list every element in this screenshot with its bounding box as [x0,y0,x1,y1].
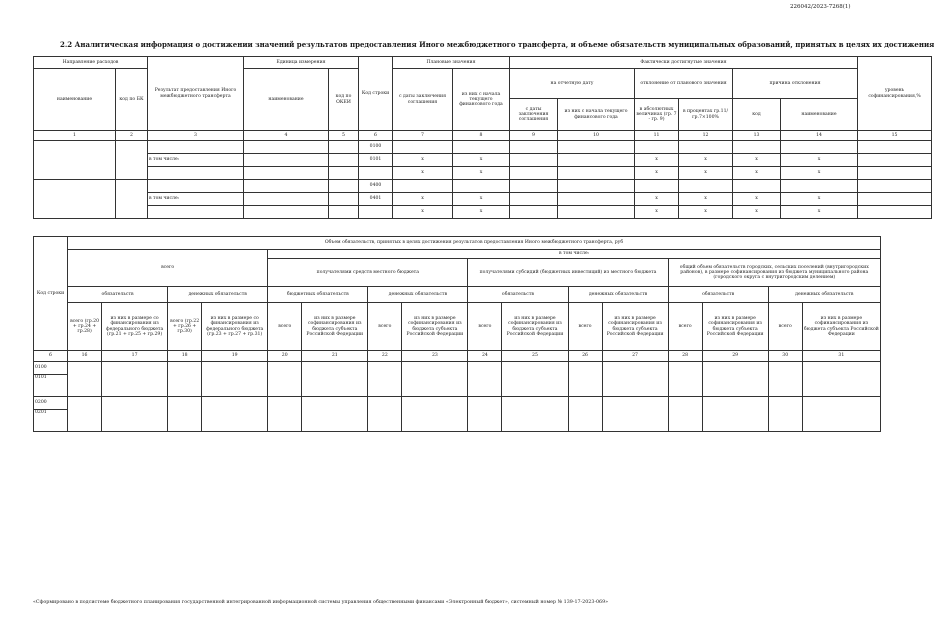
header-total-20: всего (гр.20 + гр.24 + гр.28) [68,303,102,351]
header-all: всего [768,303,802,351]
col-number: 23 [402,351,468,362]
row-code: 0101 [359,154,393,167]
header-unit: Единица измерения [244,57,359,69]
col-number: 10 [558,131,635,141]
cell [733,141,781,154]
cell [602,397,668,432]
cell [510,180,558,193]
cell [510,154,558,167]
cell [368,362,402,397]
cell [329,141,359,154]
header-cofin: из них в размере софинансирования из бюджета субъекта Российской Федерации [802,303,880,351]
row-code: 0100 [34,362,68,375]
header-code: Код строки [359,57,393,131]
header-including: в том числе: [268,250,881,259]
cell [702,397,768,432]
col-number: 21 [302,351,368,362]
col-number: 27 [602,351,668,362]
col-number: 3 [148,131,244,141]
cell [558,154,635,167]
cell [502,397,568,432]
cell [244,141,329,154]
cell [768,397,802,432]
header-all: всего [268,303,302,351]
header-monetary: денежных обязательств [568,287,668,303]
x-mark: x [393,193,453,206]
col-number: 16 [68,351,102,362]
header-fed-23: из них в размере со финансирования из федерального бюджета (гр.23 + гр.27 + гр.31) [202,303,268,351]
cell [34,141,116,180]
table-row [34,362,881,375]
x-mark: x [393,206,453,219]
row-code: 0400 [359,180,393,193]
cell [468,397,502,432]
cell [148,167,244,180]
header-all: всего [568,303,602,351]
cell [510,167,558,180]
header-directions: Направление расходов [34,57,148,69]
x-mark: x [679,167,733,180]
header-level: уровень софинансирования,% [858,57,932,131]
header-all: всего [668,303,702,351]
cell [244,193,329,206]
col-number: 6 [34,351,68,362]
cell [68,362,102,397]
cell [244,180,329,193]
col-number: 14 [781,131,858,141]
cell [858,180,932,193]
cell [558,167,635,180]
cell [102,397,168,432]
col-number: 12 [679,131,733,141]
cell [858,154,932,167]
cell [268,362,302,397]
cell [635,141,679,154]
results-table [33,56,932,219]
x-mark: x [635,193,679,206]
cell [858,141,932,154]
cell [558,206,635,219]
header-monetary: денежных обязательств [368,287,468,303]
cell [268,397,302,432]
col-number: 22 [368,351,402,362]
table-row [34,167,932,180]
cell [668,362,702,397]
header-obligations: обязательств [468,287,568,303]
cell [558,180,635,193]
x-mark: x [453,206,510,219]
col-number: 8 [453,131,510,141]
x-mark: x [393,167,453,180]
x-mark: x [679,193,733,206]
x-mark: x [453,193,510,206]
cell [802,397,880,432]
header-on-date: на отчетную дату [510,69,635,99]
cell [329,206,359,219]
table-row [34,193,932,206]
cell [244,206,329,219]
header-abs: в абсолютных величинах (гр. 7 - гр. 9) [635,99,679,131]
cell [168,362,202,397]
cell [702,362,768,397]
table-row [34,180,932,193]
table-row [34,141,932,154]
header-unit-name: наименование [244,69,329,131]
col-number: 1 [34,131,116,141]
col-number: 9 [510,131,558,141]
col-number: 19 [202,351,268,362]
cell [668,397,702,432]
header-cofin: из них в размере софинансирования из бюджета субъекта Российской Федерации [402,303,468,351]
x-mark: x [781,193,858,206]
cell [393,141,453,154]
col-number: 13 [733,131,781,141]
cell [202,397,268,432]
cell [368,397,402,432]
header-budget-obligations: бюджетных обязательств [268,287,368,303]
cell [510,141,558,154]
header-okei: код по ОКЕИ [329,69,359,131]
cell [468,362,502,397]
header-total-22: всего (гр.22 + гр.26 + гр.30) [168,303,202,351]
cell [802,362,880,397]
header-cofin: из них в размере софинансирования из бюджета субъекта Российской Федерации [502,303,568,351]
including-label: в том числе: [148,193,244,206]
col-number: 5 [329,131,359,141]
col-number-row [34,351,881,362]
header-from-year-start: из них с начала текущего финансового года [453,69,510,131]
header-since-agreement: с даты заключения соглашения [510,99,558,131]
cell [733,180,781,193]
cell [102,362,168,397]
row-code: 0200 [34,397,68,410]
x-mark: x [393,154,453,167]
col-number: 30 [768,351,802,362]
header-pct: в процентах гр.11/гр.7×100% [679,99,733,131]
cell [781,141,858,154]
header-local: получателями средств местного бюджета [268,259,468,287]
cell [329,180,359,193]
cell [558,193,635,206]
x-mark: x [733,193,781,206]
x-mark: x [679,206,733,219]
cell [510,193,558,206]
cell [329,154,359,167]
x-mark: x [733,167,781,180]
col-number: 2 [116,131,148,141]
cell [402,362,468,397]
header-all: всего [368,303,402,351]
header-cofin: из них в размере софинансирования из бюджета субъекта Российской Федерации [302,303,368,351]
header-monetary: денежных обязательств [768,287,880,303]
header-since-year: из них с начала текущего финансового года [558,99,635,131]
cell [768,362,802,397]
header-reason-name: наименование [781,99,858,131]
col-number: 17 [102,351,168,362]
cell [168,397,202,432]
col-number: 26 [568,351,602,362]
row-code: 0201 [34,410,68,432]
header-volume: Объем обязательств, принятых в целях достижения результатов предоставления Иного межбюджетного трансферта, руб [68,237,881,250]
cell [393,180,453,193]
cell [359,167,393,180]
header-obligations: обязательств [668,287,768,303]
obligations-table [33,236,881,432]
x-mark: x [781,167,858,180]
col-number: 29 [702,351,768,362]
cell [329,167,359,180]
header-total: всего [68,250,268,287]
cell [602,362,668,397]
cell [679,141,733,154]
cell [148,141,244,154]
row-code: 0101 [34,375,68,397]
cell [568,397,602,432]
cell [329,193,359,206]
cell [858,206,932,219]
cell [679,180,733,193]
header-cofin: из них в размере софинансирования из бюджета субъекта Российской Федерации [702,303,768,351]
cell [402,397,468,432]
cell [858,167,932,180]
header-reason: причина отклонения [733,69,858,99]
row-code: 0100 [359,141,393,154]
cell [116,180,148,219]
cell [781,180,858,193]
cell [302,362,368,397]
header-name: наименование [34,69,116,131]
header-planned: Плановые значения [393,57,510,69]
header-fed-21: из них в размере со финансирования из федерального бюджета (гр.21 + гр.25 + гр.29) [102,303,168,351]
col-number: 18 [168,351,202,362]
cell [453,180,510,193]
cell [202,362,268,397]
col-number: 31 [802,351,880,362]
col-number: 28 [668,351,702,362]
cell [244,167,329,180]
table-row [34,397,881,410]
footer-note: «Сформировано в подсистеме бюджетного планирования государственной интегрированной информационной системы управления общественными финансами «Электронный бюджет», системный номер № 139-17-2023-069» [33,600,609,605]
cell [568,362,602,397]
x-mark: x [453,154,510,167]
x-mark: x [733,206,781,219]
header-general: общий объем обязательств городских, сельских поселений (внутригородских районов), в размере софинансирования из бюджета муниципального района (городского округа с внутригородским делением) [668,259,880,287]
header-obligations: обязательств [68,287,168,303]
col-number: 15 [858,131,932,141]
document-number: 226042/2023-7268(1) [790,4,851,10]
header-code: Код строки [34,237,68,351]
header-monetary: денежных обязательств [168,287,268,303]
header-from-agreement: с даты заключения соглашения [393,69,453,131]
cell [502,362,568,397]
x-mark: x [635,167,679,180]
col-number: 7 [393,131,453,141]
header-deviation: отклонение от планового значения [635,69,733,99]
cell [34,180,116,219]
header-reason-code: код [733,99,781,131]
col-number: 24 [468,351,502,362]
cell [453,141,510,154]
header-actual: Фактически достигнутые значения [510,57,858,69]
cell [558,141,635,154]
cell [858,193,932,206]
cell [148,206,244,219]
col-number: 11 [635,131,679,141]
header-result: Результат предоставления Иного межбюджетного трансферта [148,57,244,131]
col-number: 4 [244,131,329,141]
x-mark: x [679,154,733,167]
section-title: 2.2 Аналитическая информация о достижении значений результатов предоставления Иного межбюджетного трансферта, и объеме обязательств муниципальных образований, принятых в целях их достижения [60,40,934,49]
including-label: в том числе: [148,154,244,167]
cell [302,397,368,432]
row-code: 0401 [359,193,393,206]
table-row [34,154,932,167]
header-bk: код по БК [116,69,148,131]
col-number: 25 [502,351,568,362]
x-mark: x [635,206,679,219]
cell [244,154,329,167]
cell [116,141,148,180]
x-mark: x [733,154,781,167]
header-cofin: из них в размере софинансирования из бюджета субъекта Российской Федерации [602,303,668,351]
cell [359,206,393,219]
x-mark: x [635,154,679,167]
header-all: всего [468,303,502,351]
cell [148,180,244,193]
cell [68,397,102,432]
col-number: 20 [268,351,302,362]
x-mark: x [453,167,510,180]
header-subsidy: получателями субсидий (бюджетных инвестиций) из местного бюджета [468,259,668,287]
x-mark: x [781,206,858,219]
x-mark: x [781,154,858,167]
table-row [34,206,932,219]
cell [635,180,679,193]
col-number: 6 [359,131,393,141]
cell [510,206,558,219]
